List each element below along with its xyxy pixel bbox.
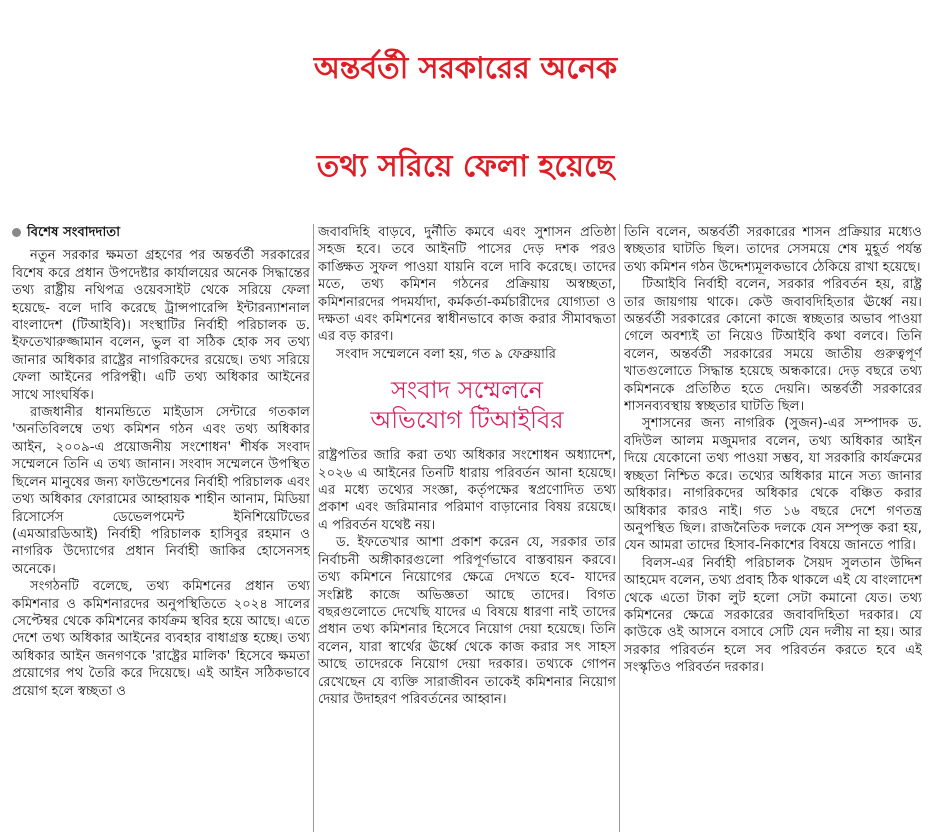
- paragraph: বিলস-এর নির্বাহী পরিচালক সৈয়দ সুলতান উদ্দিন আহমেদ বলেন, তথ্য প্রবাহ ঠিক থাকলে এই যে বাংলাদেশ থেকে এতো টাকা লুট হলো সেটা কমানো যেত। তথ্য কমিশনের ক্ষেত্রে সরকারের জবাবদিহিতা দরকার। যে কাউকে ওই আসনে বসাবে সেটি যেন দলীয় না হয়। আর সরকার পরিবর্তন হলে সব পরিবর্তন করতে হবে এই সংস্কৃতিও পরিবর্তন দরকার।: [624, 555, 922, 676]
- paragraph: তিনি বলেন, অন্তর্বর্তী সরকারের শাসন প্রক্রিয়ার মধ্যেও স্বচ্ছতার ঘাটতি ছিল। তাদের সেসময়ে শেষ মুহূর্ত পর্যন্ত তথ্য কমিশন গঠন উদ্দেশ্যমূলকভাবে ঠেকিয়ে রাখা হয়েছে।: [624, 225, 922, 275]
- paragraph: সংগঠনটি বলেছে, তথ্য কমিশনের প্রধান তথ্য কমিশনার ও কমিশনারদের অনুপস্থিতিতে ২০২৪ সালের সেপ্টেম্বর থেকে কমিশনের কার্যক্রম স্থবির হয়ে আছে। এতে দেশে তথ্য অধিকার আইনের ব্যবহার বাধাগ্রস্ত হচ্ছে। তথ্য অধিকার আইন জনগণকে 'রাষ্ট্রের মালিক' হিসেবে ক্ষমতা প্রয়োগের পথ তৈরি করে দিয়েছে। এই আইন সঠিকভাবে প্রয়োগ হলে স্বচ্ছতা ও: [12, 579, 310, 699]
- subheading-line-1: সংবাদ সম্মেলনে: [391, 376, 543, 405]
- subheading: [318, 375, 616, 435]
- headline-line-2: তথ্য সরিয়ে ফেলা হয়েছে: [316, 149, 615, 184]
- article-column-3: [624, 224, 922, 832]
- article-column-1: [12, 224, 310, 832]
- byline-text: বিশেষ সংবাদদাতা: [27, 225, 121, 240]
- paragraph: ড. ইফতেখার আশা প্রকাশ করেন যে, সরকার তার নির্বাচনী অঙ্গীকারগুলো পরিপূর্ণভাবে বাস্তবায়ন করবে। তথ্য কমিশনে নিয়োগের ক্ষেত্রে দেখতে হবে- যাদের সংশ্লিষ্ট কাজে অভিজ্ঞতা আছে তাদের। বিগত বছরগুলোতে দেখেছি যাদের এ বিষয়ে ধারণা নাই তাদের প্রধান তথ্য কমিশনার হিসেবে নিয়োগ দেয়া হয়েছে। তিনি বলেন, যারা স্বার্থের ঊর্ধ্বে থেকে কাজ করার সৎ সাহস আছে তাদেরকে নিয়োগ দেয়া দরকার। তথ্যকে গোপন রেখেছেন যে ব্যক্তি সারাজীবন তাকেই কমিশনার নিয়োগ দেয়ার উদাহরণ পরিবর্তনের আহ্বান।: [318, 535, 616, 707]
- paragraph: জবাবদিহি বাড়বে, দুর্নীতি কমবে এবং সুশাসন প্রতিষ্ঠা সহজ হবে। তবে আইনটি পাসের দেড় দশক পরও কাঙ্ক্ষিত সুফল পাওয়া যায়নি বলে দাবি করেছে। তাদের মতে, তথ্য কমিশন গঠনের প্রক্রিয়ায় অস্বচ্ছতা, কমিশনারদের পদমর্যাদা, কর্মকর্তা-কর্মচারীদের যোগ্যতা ও দক্ষতা এবং কমিশনের স্বাধীনভাবে কাজ করার সীমাবদ্ধতা এর বড় কারণ।: [318, 225, 616, 345]
- paragraph: রাজধানীর ধানমন্ডিতে মাইডাস সেন্টারে গতকাল 'অনতিবিলম্বে তথ্য কমিশন গঠন এবং তথ্য অধিকার আইন, ২০০৯-এ প্রয়োজনীয় সংশোধন' শীর্ষক সংবাদ সম্মেলনে তিনি এ তথ্য জানান। সংবাদ সম্মেলনে উপস্থিত ছিলেন মানুষের জন্য ফাউন্ডেশনের নির্বাহী পরিচালক এবং তথ্য অধিকার ফোরামের আহ্বায়ক শাহীন আনাম, মিডিয়া রিসোর্সেস ডেভেলপমেন্ট ইনিশিয়েটিভের (এমআরডিআই) নির্বাহী পরিচালক হাসিবুর রহমান ও নাগরিক উদ্যোগের প্রধান নির্বাহী জাকির হোসেনসহ অনেকে।: [12, 405, 310, 577]
- byline: [12, 224, 310, 241]
- paragraph: সংবাদ সম্মেলনে বলা হয়, গত ৯ ফেব্রুয়ারি: [336, 346, 556, 362]
- paragraph: সুশাসনের জন্য নাগরিক (সুজন)-এর সম্পাদক ড. বদিউল আলম মজুমদার বলেন, তথ্য অধিকার আইন দিয়ে যেকোনো তথ্য পাওয়া সম্ভব, যা সরকারি কার্যক্রমের স্বচ্ছতা নিশ্চিত করে। তথ্যের অধিকার মানে সত্য জানার অধিকার। নাগরিকদের অধিকার থেকে বঞ্চিত করার অধিকার কারও নাই। গত ১৬ বছরে দেশে গণতন্ত্র অনুপস্থিত ছিল। রাজনৈতিক দলকে যেন সম্পৃক্ত করা হয়, যেন আমরা তাদের হিসাব-নিকাশের বিষয়ে জানতে পারি।: [624, 416, 922, 554]
- paragraph: নতুন সরকার ক্ষমতা গ্রহণের পর অন্তর্বর্তী সরকারের বিশেষ করে প্রধান উপদেষ্টার কার্যালয়ের অনেক সিদ্ধান্তের তথ্য রাষ্ট্রীয় নথিপত্র ওয়েবসাইট থেকে সরিয়ে ফেলা হয়েছে- বলে দাবি করেছে ট্রান্সপারেন্সি ইন্টারন্যাশনাল বাংলাদেশ (টিআইবি)। সংস্থাটির নির্বাহী পরিচালক ড. ইফতেখারুজ্জামান বলেন, ভুল বা সঠিক হোক সব তথ্য জানার অধিকার রাষ্ট্রের নাগরিকদের রয়েছে। তথ্য সরিয়ে ফেলা আইনের পরিপন্থী। এটি তথ্য অধিকার আইনের সাথে সাংঘর্ষিক।: [12, 248, 310, 403]
- column-divider: [619, 224, 620, 832]
- paragraph: রাষ্ট্রপতির জারি করা তথ্য অধিকার সংশোধন অধ্যাদেশ, ২০২৬ এ আইনের তিনটি ধারায় পরিবর্তন আনা হয়েছে। এর মধ্যে তথ্যের সংজ্ঞা, কর্তৃপক্ষের স্বপ্রণোদিত তথ্য প্রকাশ এবং জরিমানার পরিমাণ বাড়ানোর বিষয় রয়েছে। এ পরিবর্তন যথেষ্ট নয়।: [318, 448, 616, 533]
- paragraph: টিআইবি নির্বাহী বলেন, সরকার পরিবর্তন হয়, রাষ্ট্র তার জায়গায় থাকে। কেউ জবাবদিহিতার ঊর্ধ্বে নয়। অন্তর্বর্তী সরকারের কোনো কাজে স্বচ্ছতার অভাব পাওয়া গেলে অবশ্যই তা নিয়েও টিআইবি কথা বলবে। তিনি বলেন, অন্তর্বর্তী সরকারের সময়ে জাতীয় গুরুত্বপূর্ণ খাতগুলোতে সিদ্ধান্ত হয়েছে অন্ধকারে। দেড় বছরে তথ্য কমিশনকে প্রতিষ্ঠিত হতে দেয়নি। অন্তর্বর্তী সরকারের শাসনব্যবস্থায় স্বচ্ছতার ঘাটতি ছিল।: [624, 277, 922, 415]
- headline-line-1: অন্তর্বর্তী সরকারের অনেক: [313, 51, 618, 86]
- column-divider: [313, 224, 314, 832]
- bullet-icon: [12, 228, 21, 237]
- article-column-2: [318, 224, 616, 832]
- subheading-line-2: অভিযোগ টিআইবির: [370, 406, 564, 435]
- headline: [0, 0, 931, 218]
